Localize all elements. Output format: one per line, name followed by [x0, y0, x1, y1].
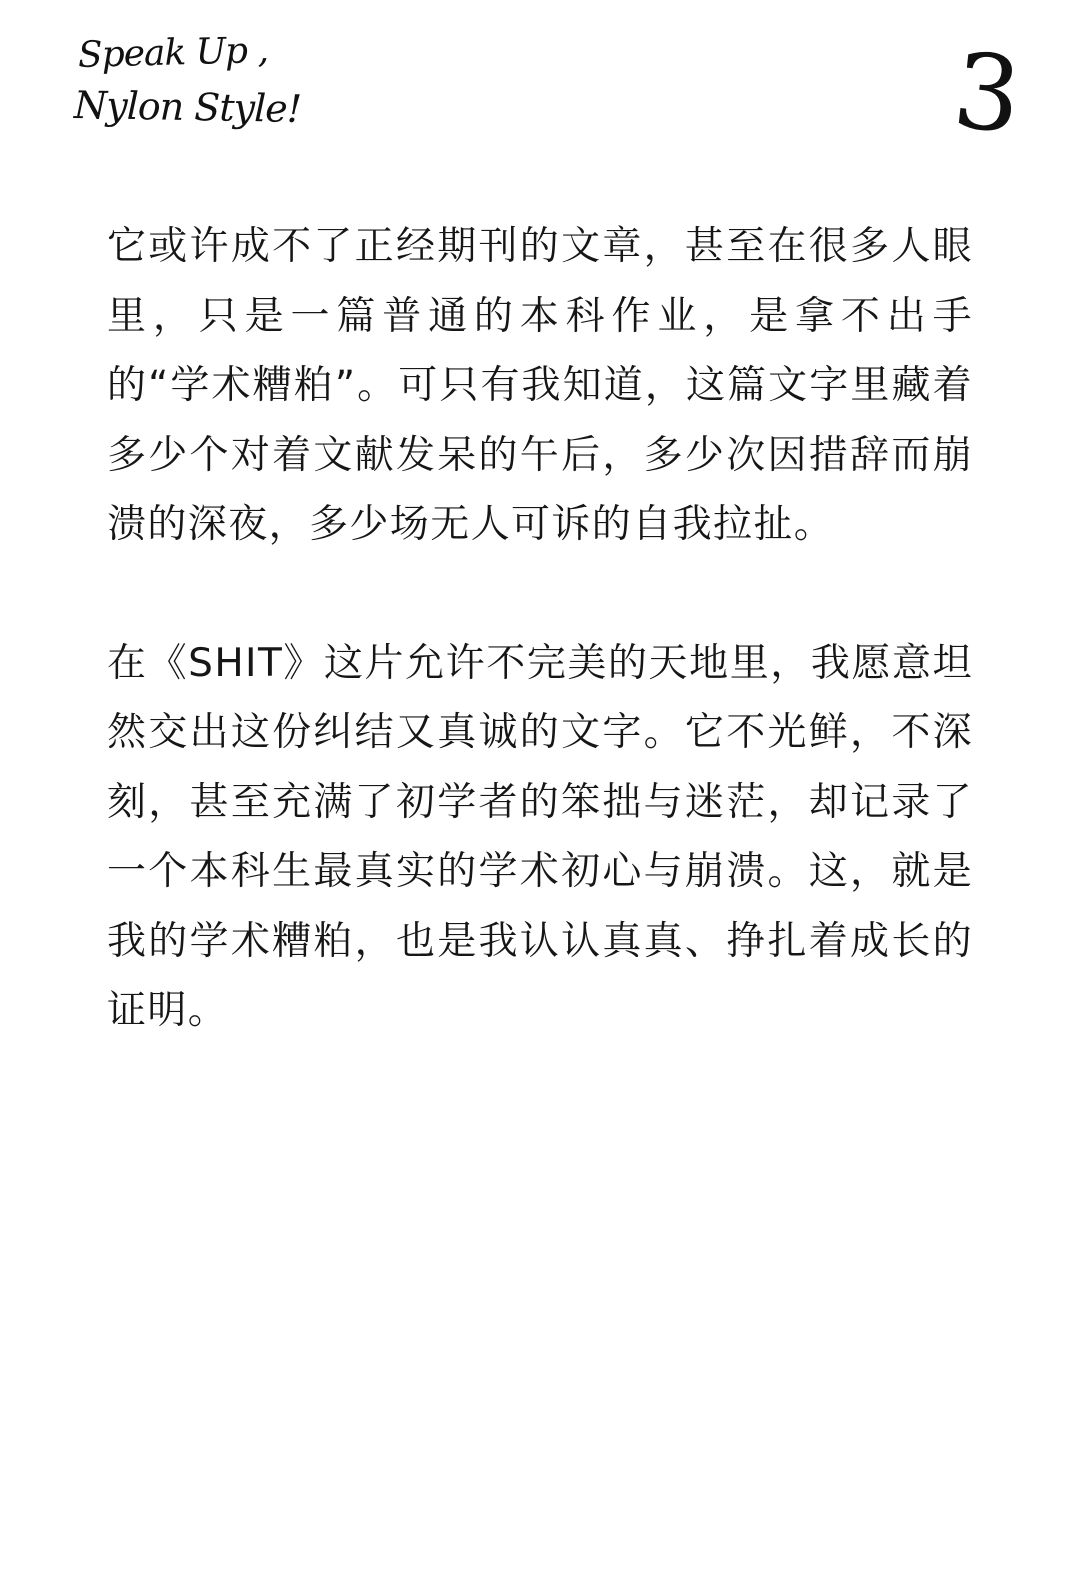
brand-line-2: Nylon Style!	[73, 83, 302, 131]
paragraph-1: 它或许成不了正经期刊的文章，甚至在很多人眼里，只是一篇普通的本科作业，是拿不出手的“学术糟粕”。可只有我知道，这篇文字里藏着多少个对着文献发呆的午后，多少次因措辞而崩溃的深夜，多少场无人可诉的自我拉扯。	[107, 224, 973, 547]
article-body	[107, 212, 973, 1046]
page-number: 3	[947, 29, 1027, 158]
brand-line-1: Speak Up ,	[77, 30, 269, 76]
brand-logo	[73, 30, 344, 131]
paragraph-2: 在《SHIT》这片允许不完美的天地里，我愿意坦然交出这份纠结又真诚的文字。它不光鲜，不深刻，甚至充满了初学者的笨拙与迷茫，却记录了一个本科生最真实的学术初心与崩溃。这，就是我的学术糟粕，也是我认认真真、挣扎着成长的证明。	[107, 640, 973, 1033]
